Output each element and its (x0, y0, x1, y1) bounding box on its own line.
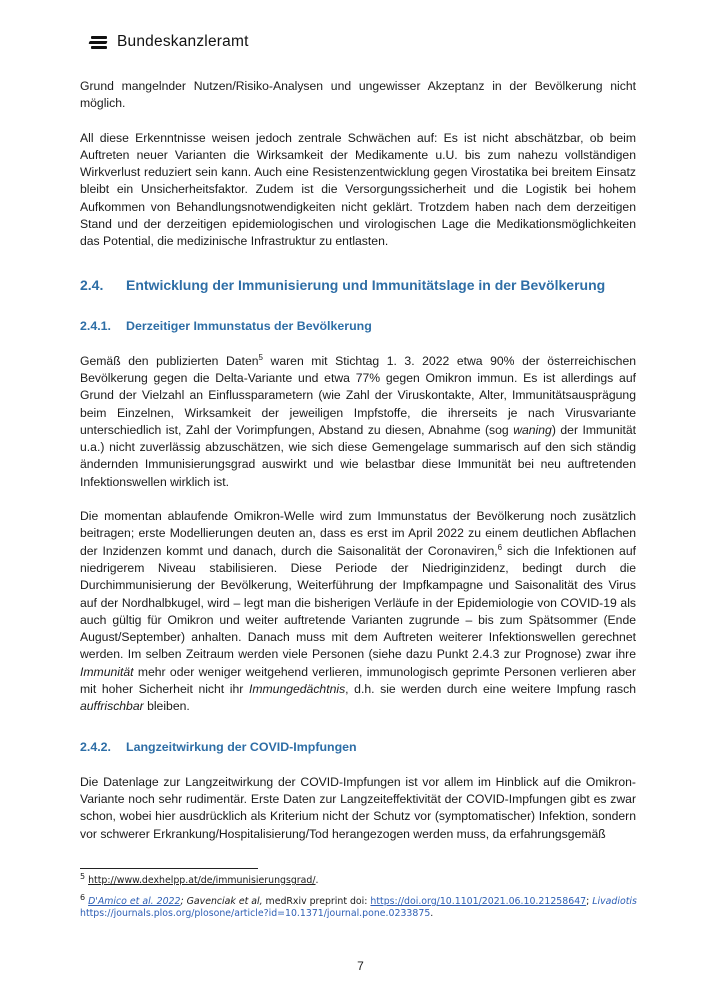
section-heading-2-4-2 (80, 740, 636, 754)
footnote-ref-6[interactable]: 6 (497, 542, 503, 552)
footnote-6-damico-link[interactable]: D'Amico et al. 2022 (88, 895, 181, 907)
paragraph-4: Die Datenlage zur Langzeitwirkung der COVID-Impfungen ist vor allem im Hinblick auf die Omikron-Variante noch sehr rudimentär. Erste Daten zur Langzeiteffektivität der COVID-Impfungen gibt es zwar schon, wobei hier ausdrücklich als Kriterium nicht der Schutz vor (symptomatischer) Infektion, sondern vor schwerer Erkrankung/Hospitalisierung/Tod herangezogen werden muss, da erfahrungsgemäß (80, 774, 636, 841)
section-title: Entwicklung der Immunisierung und Immunitätslage in der Bevölkerung (126, 276, 606, 293)
document-body (80, 78, 636, 843)
footnote-6-doi-link[interactable]: https://doi.org/10.1101/2021.06.10.21258647 (370, 895, 587, 907)
header-org-name: Bundeskanzleramt (117, 33, 249, 50)
section-number: 2.4.2. (80, 739, 112, 754)
footnote-6-plos-link[interactable]: https://journals.plos.org/plosone/article?id=10.1371/journal.pone.0233875 (80, 908, 431, 919)
footnote-ref-5[interactable]: 5 (258, 352, 263, 362)
page-number: 7 (357, 959, 364, 973)
paragraph-0: Grund mangelnder Nutzen/Risiko-Analysen und ungewisser Akzeptanz in der Bevölkerung nicht möglich. (80, 79, 636, 111)
footnote-6: $^6$ D'Amico et al. 2022; Gavenciak et al, medRxiv preprint doi: https://doi.org/10.1101/2021.06.10.21258647; Livadiotis https://journals.plos.org/plosone/article?id=10.1371/journal.pone.0233875. (80, 892, 637, 919)
paragraph-1: All diese Erkenntnisse weisen jedoch zentrale Schwächen auf: Es ist nicht abschätzbar, ob beim Auftreten neuer Varianten die Wirksamkeit der Medikamente u.U. bis zum nahezu vollständigen Wirkverlust reduziert sein kann. Auch eine Resistenzentwicklung gegen Virostatika bei breitem Einsatz bleibt ein Unsicherheitsfaktor. Zudem ist die Versorgungssicherheit und die Logistik bei hohem Aufkommen von Behandlungsnotwendigkeiten nicht geklärt. Trotzdem haben nach dem derzeitigen Stand und der derzeitigen epidemiologischen und virologischen Lage die Medikationsmöglichkeiten das Potential, die medizinische Infrastruktur zu entlasten. (80, 130, 636, 249)
section-number: 2.4.1. (80, 318, 112, 333)
footnote-5: $^5$ http://www.dexhelpp.at/de/immunisierungsgrad/. (80, 871, 319, 886)
section-heading-2-4 (80, 277, 636, 293)
footnote-6-livadiotis: Livadiotis (592, 895, 637, 907)
header (89, 30, 249, 54)
footnote-5-link[interactable]: http://www.dexhelpp.at/de/immunisierungsgrad/ (88, 875, 316, 886)
paragraph-2: Gemäß den publizierten Daten$^5$ waren mit Stichtag 1. 3. 2022 etwa 90% der österreichischen Bevölkerung gegen die Delta-Variante und etwa 77% gegen Omikron immun. Es ist allerdings auf Grund der Vielzahl an Einflussparametern (wie Zahl der Viruskontakte, Alter, Immunitätsausprägung beim Einzelnen, Wirksamkeit der jeweiligen Impfstoffe, die ihrerseits je nach Virusvariante unterschiedlich ist, Zahl der Vorimpfungen, Abstand zu diesen, Abnahme (sog waning) der Immunität u.a.) nicht zuverlässig abzuschätzen, wie sich diese Gemengelage summarisch auf den sich ständig ändernden Immunisierungsgrad auswirkt und wie belastbar diese Immunität bei neu auftretenden Infektionswellen wirklich ist. (80, 352, 637, 489)
footnote-divider (80, 868, 258, 869)
paragraph-3: Die momentan ablaufende Omikron-Welle wird zum Immunstatus der Bevölkerung noch zusätzlich beitragen; erste Modellierungen deuten an, dass es erst im April 2022 zu einem deutlichen Abflachen der Inzidenzen kommt und danach, durch die Saisonalität der Coronaviren,$^6$ sich die Infektionen auf niedrigerem Niveau stabilisieren. Diese Periode der Niedriginzidenz, bedingt durch die Durchimmunisierung der Bevölkerung, Weiterführung der Impfkampagne und Saisonalität des Virus auf der Nordhalbkugel, wird – legt man die bisherigen Verläufe in der Epidemiologie von COVID-19 als auch gültig für Omikron und weiter auftretende Varianten zugrunde – bis zum Spätsommer (Ende August/September) anhalten. Danach muss mit dem Auftreten weiterer Infektionswellen gerechnet werden. Im selben Zeitraum werden viele Personen (siehe dazu Punkt 2.4.3 zur Prognose) zwar ihre Immunität mehr oder weniger weitgehend verlieren, immunologisch geprimte Personen verlieren aber mit hoher Sicherheit nicht ihr Immungedächtnis, d.h. sie werden durch eine weitere Impfung rasch auffrischbar bleiben. (80, 509, 636, 714)
section-heading-2-4-1 (80, 319, 636, 333)
section-number: 2.4. (80, 276, 104, 293)
section-title: Derzeitiger Immunstatus der Bevölkerung (126, 318, 372, 333)
footnotes (80, 871, 650, 921)
bundeskanzleramt-logo-icon (89, 34, 109, 50)
section-title: Langzeitwirkung der COVID-Impfungen (126, 739, 357, 754)
